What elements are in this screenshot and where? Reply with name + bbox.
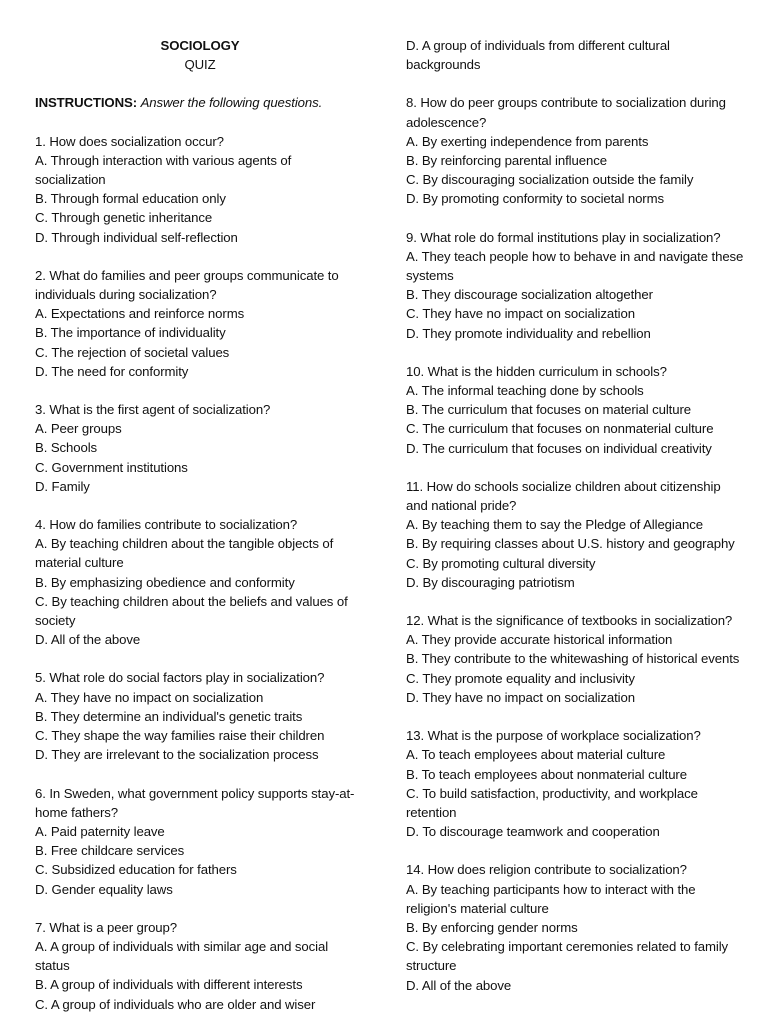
right-column [406,36,744,995]
question-option: B. Free childcare services [35,843,185,859]
left-question-list [35,132,365,1014]
question-option: C. They have no impact on socialization [406,306,635,322]
question-option: A. A group of individuals with similar age and social status [35,938,329,974]
question-option: B. The curriculum that focuses on material culture [406,402,692,418]
question-option: A. Through interaction with various agents of socialization [35,152,292,188]
left-column [35,36,365,1014]
question-text: 10. What is the hidden curriculum in schools? [406,363,667,379]
question-option: B. The importance of individuality [35,325,226,341]
question-option: A. Paid paternity leave [35,823,165,839]
question-text: 11. How do schools socialize children about citizenship and national pride? [406,478,721,514]
question-text: 3. What is the first agent of socialization? [35,402,271,418]
question-option: B. They contribute to the whitewashing of historical events [406,651,740,667]
question-option: A. Expectations and reinforce norms [35,306,245,322]
question-option: B. By emphasizing obedience and conformity [35,574,295,590]
question-block [406,726,744,841]
document-subtitle: QUIZ [184,57,216,73]
question-option: D. The curriculum that focuses on individual creativity [406,440,712,456]
question-block [406,860,744,994]
question-block [406,362,744,458]
question-text: 8. How do peer groups contribute to socialization during adolescence? [406,95,726,130]
instructions-text: Answer the following questions. [140,95,323,111]
question-option: D. They have no impact on socialization [406,689,635,705]
question-option: A. They provide accurate historical information [406,632,673,648]
question-option: C. A group of individuals who are older and wiser [35,996,316,1012]
question-option: B. A group of individuals with different interests [35,977,303,993]
question-option: D. All of the above [406,977,512,993]
question-block [35,266,365,381]
question-option: C. Subsidized education for fathers [35,862,237,878]
question-block [35,400,365,496]
document-title: SOCIOLOGY [160,38,240,53]
question-block [406,228,744,343]
question-option: C. They promote equality and inclusivity [406,670,635,686]
question-option: D. Gender equality laws [35,881,173,897]
question-option: A. Peer groups [35,421,122,437]
question-block [406,93,744,208]
question-block [35,918,365,1014]
question-option: C. The rejection of societal values [35,344,230,360]
question-option: D. A group of individuals from different cultural backgrounds [406,38,670,73]
question-option: A. By teaching children about the tangible objects of material culture [35,536,334,571]
instructions-label: INSTRUCTIONS: [35,95,137,111]
question-option: B. Through formal education only [35,191,226,207]
question-option: D. They are irrelevant to the socialization process [35,747,319,763]
question-option: B. By enforcing gender norms [406,919,578,935]
question-option: A. By exerting independence from parents [406,133,649,149]
question-text: 4. How do families contribute to socialization? [35,517,298,533]
question-option: C. They shape the way families raise their children [35,728,325,744]
question-text: 1. How does socialization occur? [35,133,224,149]
question-option: D. By promoting conformity to societal norms [406,191,664,207]
question-option: D. By discouraging patriotism [406,574,575,590]
question-option: A. The informal teaching done by schools [406,383,644,399]
question-option: D. Through individual self-reflection [35,229,238,245]
question-option: A. They have no impact on socialization [35,689,264,705]
question-option: D. They promote individuality and rebellion [406,325,651,341]
question-option: A. They teach people how to behave in and navigate these systems [406,248,744,284]
question-option: B. By reinforcing parental influence [406,153,607,169]
question-option: C. By teaching children about the beliefs and values of society [35,593,348,629]
question-block [35,784,365,899]
question-option: D. The need for conformity [35,363,189,379]
question-block [406,611,744,707]
question-block [406,477,744,592]
question-text: 7. What is a peer group? [35,919,178,935]
question-text: 14. How does religion contribute to socialization? [406,862,687,878]
question-option: C. Through genetic inheritance [35,210,213,226]
question-option: A. By teaching them to say the Pledge of Allegiance [406,517,703,533]
question-text: 9. What role do formal institutions play in socialization? [406,229,721,245]
question-option: C. By celebrating important ceremonies related to family structure [406,939,729,974]
question-option: B. They determine an individual's genetic traits [35,708,303,724]
question-option: C. By promoting cultural diversity [406,555,596,571]
question-text: 2. What do families and peer groups communicate to individuals during socialization? [35,267,339,303]
question-block [35,132,365,247]
question-option: A. To teach employees about material culture [406,747,666,763]
question-option: B. To teach employees about nonmaterial culture [406,766,687,782]
document-header [35,36,365,74]
question-text: 6. In Sweden, what government policy supports stay-at-home fathers? [35,785,355,820]
question-option: D. To discourage teamwork and cooperation [406,824,660,840]
question-option: C. To build satisfaction, productivity, and workplace retention [406,785,698,820]
question-text: 5. What role do social factors play in socialization? [35,670,325,686]
question-option: B. They discourage socialization altogether [406,287,653,303]
question-option: B. By requiring classes about U.S. history and geography [406,536,735,552]
question-block [35,668,365,764]
question-option: D. All of the above [35,632,141,648]
question-option: A. By teaching participants how to interact with the religion's material culture [406,881,696,916]
right-question-list [406,93,744,994]
question-option: C. By discouraging socialization outside the family [406,172,694,188]
question-block [35,515,365,649]
question-option: D. Family [35,478,90,494]
question-text: 13. What is the purpose of workplace socialization? [406,728,701,744]
question-option: C. Government institutions [35,459,188,475]
instructions [35,93,365,112]
question-option: B. Schools [35,440,98,456]
question-text: 12. What is the significance of textbooks in socialization? [406,613,733,629]
question-option: C. The curriculum that focuses on nonmaterial culture [406,421,714,437]
